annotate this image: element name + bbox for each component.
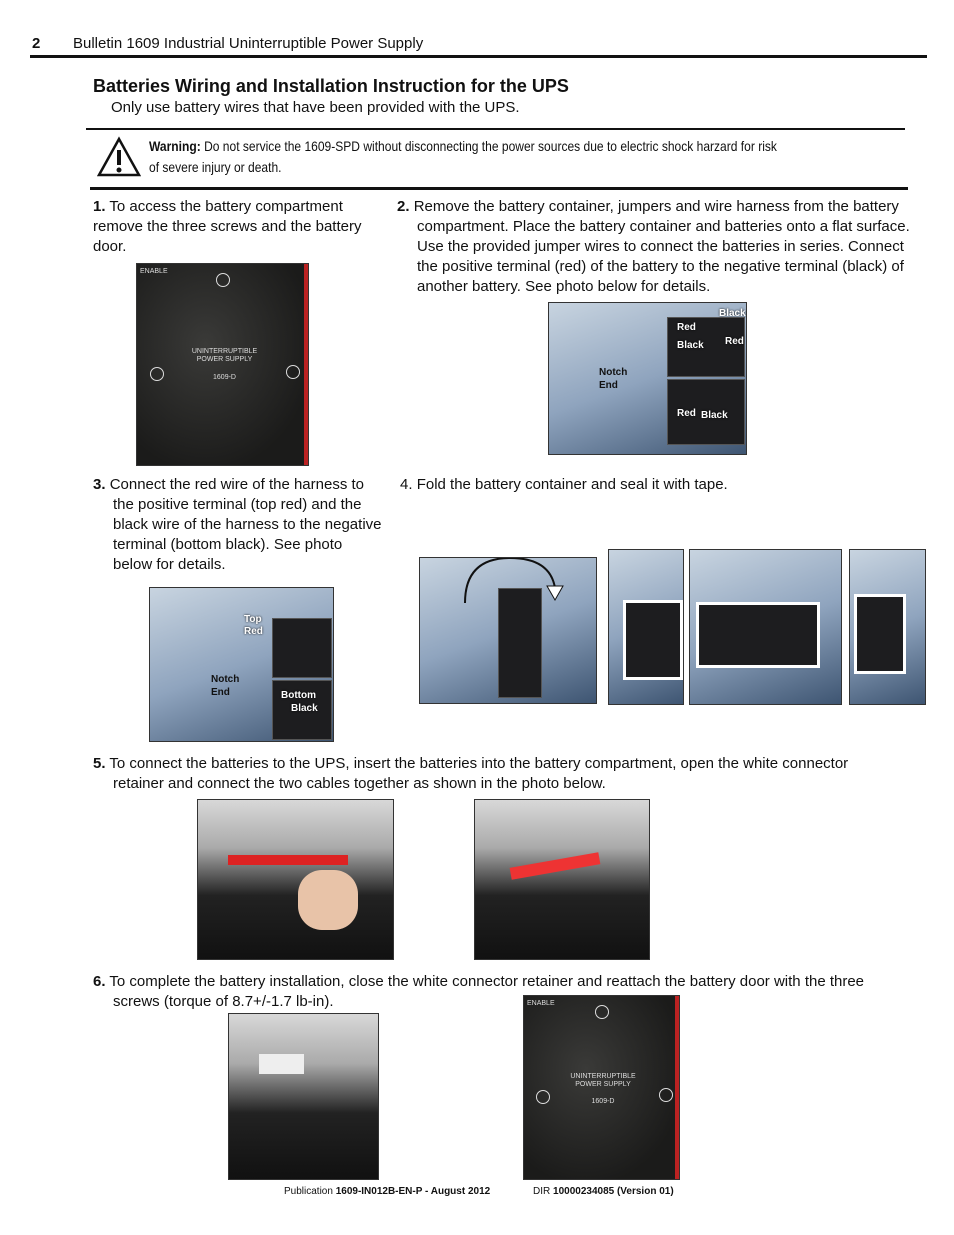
page-number: 2 — [32, 35, 41, 52]
battery-door-closed-photo: ENABLE UNINTERRUPTIBLE POWER SUPPLY 1609-D — [523, 995, 680, 1180]
tape-photo-1 — [608, 549, 684, 705]
header-rule — [30, 55, 927, 58]
harness-photo: Top Red Notch End Bottom Black — [149, 587, 334, 742]
step-4: 4. Fold the battery container and seal it with tape. — [400, 476, 728, 493]
warning-top-rule — [86, 128, 905, 130]
footer-dir: DIR 10000234085 (Version 01) — [533, 1186, 674, 1197]
section-subtitle: Only use battery wires that have been provided with the UPS. — [111, 99, 520, 116]
fold-container-photo — [419, 557, 597, 704]
retainer-closed-photo — [228, 1013, 379, 1180]
step-2: 2. Remove the battery container, jumpers and wire harness from the battery compartment. Place the battery container and batteries onto a flat surface. Use the provided jumper wires to connect the batteries in series. Connect the positive terminal (red) of the battery to the negative terminal (black) of another battery. See photo below for details. — [397, 198, 910, 295]
step-3: 3. Connect the red wire of the harness to the positive terminal (top red) and the black wire of the harness to the negative terminal (bottom black). See photo below for details. — [93, 476, 382, 573]
battery-door-photo: ENABLE UNINTERRUPTIBLE POWER SUPPLY 1609-D — [136, 263, 309, 466]
section-title: Batteries Wiring and Installation Instruction for the UPS — [93, 76, 569, 96]
step-1: 1. To access the battery compartment remove the three screws and the battery door. — [93, 198, 362, 255]
warning-text: Warning: Do not service the 1609-SPD without disconnecting the power sources due to electric shock harzard for risk of severe injury or death. — [149, 138, 777, 175]
fold-arrow-icon — [455, 557, 565, 608]
connect-cables-photo-1 — [197, 799, 394, 960]
battery-jumper-photo: Black Red Red Black Notch End Red Black — [548, 302, 747, 455]
header-title: Bulletin 1609 Industrial Uninterruptible Power Supply — [73, 35, 424, 52]
warning-icon — [97, 136, 141, 178]
warning-bottom-rule — [90, 187, 908, 190]
step-5: 5. To connect the batteries to the UPS, insert the batteries into the battery compartment, open the white connector retainer and connect the two cables together as shown in the photo below. — [93, 755, 849, 792]
tape-photo-2 — [689, 549, 842, 705]
connect-cables-photo-2 — [474, 799, 650, 960]
tape-photo-3 — [849, 549, 926, 705]
step-6: 6. To complete the battery installation, close the white connector retainer and reattach the battery door with the three screws (torque of 8.7+/-1.7 lb-in). — [93, 973, 865, 1010]
footer-publication: Publication 1609-IN012B-EN-P - August 2012 — [284, 1186, 491, 1197]
